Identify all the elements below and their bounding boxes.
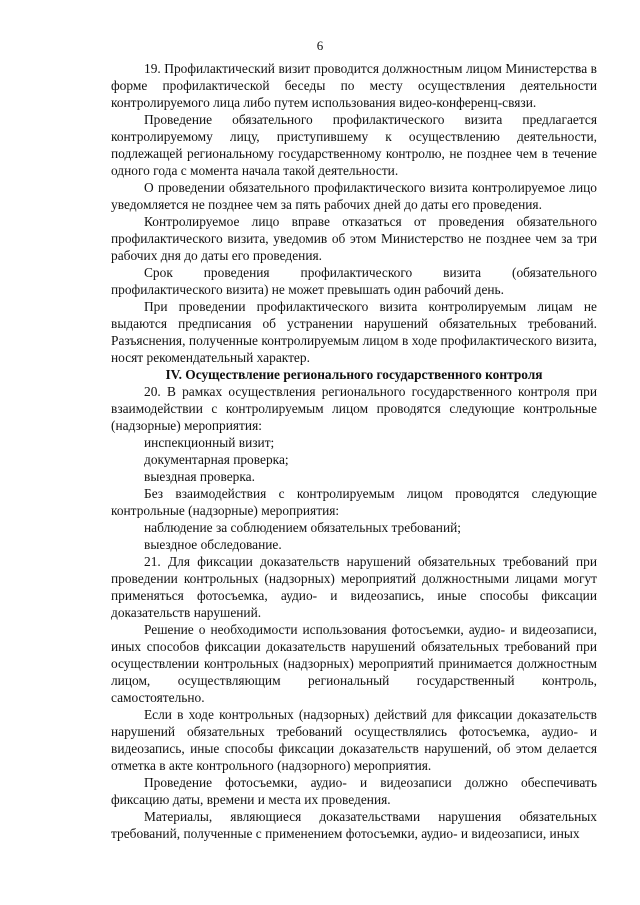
paragraph: Если в ходе контрольных (надзорных) действий для фиксации доказательств нарушений обязательных требований осуществлялись фотосъемка, аудио- и видеозапись, иные способы фиксации доказательств нарушений, об этом делается отметка в акте контрольного (надзорного) мероприятия. — [111, 707, 597, 773]
list-item: выездная проверка. — [144, 469, 255, 484]
paragraph: Проведение фотосъемки, аудио- и видеозаписи должно обеспечивать фиксацию даты, времени и места их проведения. — [111, 775, 597, 807]
paragraph-21: 21. Для фиксации доказательств нарушений обязательных требований при проведении контрольных (надзорных) мероприятий должностными лицами могут применяться фотосъемка, аудио- и видеозапись, иные способы фиксации доказательств нарушений. — [111, 554, 597, 620]
document-body — [111, 60, 597, 842]
paragraph: Материалы, являющиеся доказательствами нарушения обязательных требований, полученные с применением фотосъемки, аудио- и видеозаписи, иных — [111, 809, 597, 841]
paragraph-19: 19. Профилактический визит проводится должностным лицом Министерства в форме профилактической беседы по месту осуществления деятельности контролируемого лица либо путем использования видео-конференц-связи. — [111, 61, 597, 110]
paragraph: Проведение обязательного профилактического визита предлагается контролируемому лицу, приступившему к осуществлению деятельности, подлежащей региональному государственному контролю, не позднее чем в течение одного года с момента начала такой деятельности. — [111, 112, 597, 178]
page-number: 6 — [316, 38, 324, 53]
paragraph: При проведении профилактического визита контролируемым лицам не выдаются предписания об устранении нарушений обязательных требований. Разъяснения, полученные контролируемым лицом в ходе профилактического визита, носят рекомендательный характер. — [111, 299, 597, 365]
paragraph: Решение о необходимости использования фотосъемки, аудио- и видеозаписи, иных способов фиксации доказательств нарушений обязательных требований при осуществлении контрольных (надзорных) мероприятий принимается должностным лицом, осуществляющим региональный государственный контроль, самостоятельно. — [111, 622, 597, 705]
paragraph: Контролируемое лицо вправе отказаться от проведения обязательного профилактического визита, уведомив об этом Министерство не позднее чем за три рабочих дня до даты его проведения. — [111, 214, 597, 263]
paragraph-20: 20. В рамках осуществления регионального государственного контроля при взаимодействии с контролируемым лицом проводятся следующие контрольные (надзорные) мероприятия: — [111, 384, 597, 433]
paragraph: О проведении обязательного профилактического визита контролируемое лицо уведомляется не позднее чем за пять рабочих дней до даты его проведения. — [111, 180, 597, 212]
paragraph: Срок проведения профилактического визита (обязательного профилактического визита) не может превышать один рабочий день. — [111, 265, 597, 297]
section-heading: IV. Осуществление регионального государственного контроля — [165, 367, 543, 382]
list-item: наблюдение за соблюдением обязательных требований; — [144, 520, 462, 535]
list-item: документарная проверка; — [144, 452, 289, 467]
list-item: инспекционный визит; — [144, 435, 275, 450]
list-item: выездное обследование. — [144, 537, 282, 552]
paragraph: Без взаимодействия с контролируемым лицом проводятся следующие контрольные (надзорные) мероприятия: — [111, 486, 597, 518]
